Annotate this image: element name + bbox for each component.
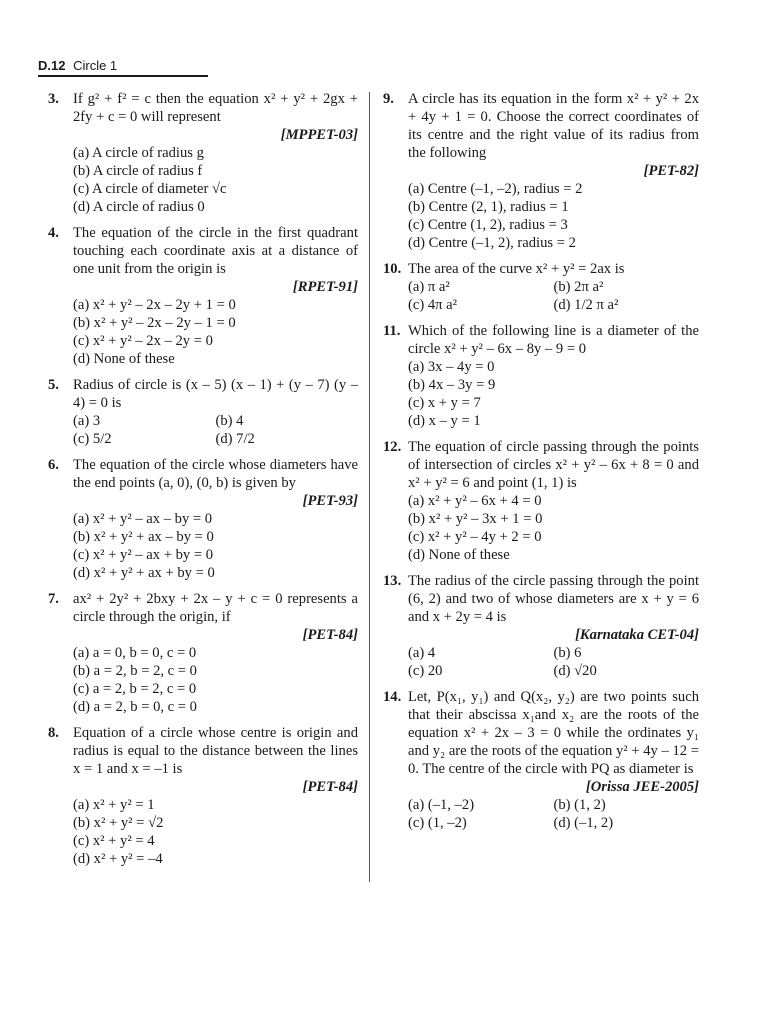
option-c: (c) 20 bbox=[408, 663, 443, 679]
question-source: [PET-82] bbox=[643, 163, 699, 179]
question-number: 10. bbox=[383, 261, 402, 277]
option-a: (a) a = 0, b = 0, c = 0 bbox=[73, 645, 197, 661]
page-number: D.12 bbox=[38, 58, 66, 73]
option-a: (a) x² + y² – 2x – 2y + 1 = 0 bbox=[73, 297, 236, 313]
column-divider bbox=[369, 92, 370, 882]
question-stem: The equation of the circle in the first quadrant touching each coordinate axis at a distance of one unit from the origin is bbox=[73, 225, 358, 277]
question-number: 6. bbox=[48, 457, 59, 473]
question-number: 3. bbox=[48, 91, 59, 107]
question-number: 8. bbox=[48, 725, 59, 741]
question-number: 5. bbox=[48, 377, 59, 393]
option-b: (b) x² + y² = √2 bbox=[73, 815, 164, 831]
option-a: (a) π a² bbox=[408, 279, 450, 295]
question-number: 4. bbox=[48, 225, 59, 241]
chapter-title: Circle 1 bbox=[73, 58, 118, 73]
question-stem: ax² + 2y² + 2bxy + 2x – y + c = 0 represents a circle through the origin, if bbox=[73, 591, 358, 625]
question-stem: The radius of the circle passing through the point (6, 2) and two of whose diameters are x + y = 6 and x + 2y = 4 is bbox=[408, 573, 699, 625]
question-number: 13. bbox=[383, 573, 402, 589]
question-source: [PET-84] bbox=[302, 627, 358, 643]
option-a: (a) Centre (–1, –2), radius = 2 bbox=[408, 181, 583, 197]
option-d: (d) x – y = 1 bbox=[408, 413, 481, 429]
question-stem: Radius of circle is (x – 5) (x – 1) + (y – 7) (y – 4) = 0 is bbox=[73, 377, 358, 411]
right-column bbox=[383, 90, 699, 840]
options-grid bbox=[408, 644, 699, 680]
options-grid bbox=[408, 278, 699, 314]
option-d: (d) (–1, 2) bbox=[553, 815, 614, 831]
question-11 bbox=[383, 322, 699, 430]
question-number: 11. bbox=[383, 323, 401, 339]
question-4 bbox=[48, 224, 358, 368]
question-number: 7. bbox=[48, 591, 59, 607]
option-a: (a) (–1, –2) bbox=[408, 797, 475, 813]
left-column bbox=[48, 90, 358, 876]
question-number: 14. bbox=[383, 689, 402, 705]
question-source: [PET-93] bbox=[302, 493, 358, 509]
option-b: (b) a = 2, b = 2, c = 0 bbox=[73, 663, 197, 679]
question-5 bbox=[48, 376, 358, 448]
option-b: (b) 4 bbox=[215, 413, 244, 429]
option-d: (d) x² + y² + ax + by = 0 bbox=[73, 565, 215, 581]
option-d: (d) x² + y² = –4 bbox=[73, 851, 163, 867]
option-d: (d) Centre (–1, 2), radius = 2 bbox=[408, 235, 576, 251]
option-d: (d) A circle of radius 0 bbox=[73, 199, 205, 215]
question-14 bbox=[383, 688, 699, 832]
option-c: (c) x² + y² – ax + by = 0 bbox=[73, 547, 214, 563]
question-10 bbox=[383, 260, 699, 314]
question-source: [MPPET-03] bbox=[280, 127, 358, 143]
option-d: (d) None of these bbox=[408, 547, 510, 563]
option-c: (c) x² + y² – 4y + 2 = 0 bbox=[408, 529, 542, 545]
option-b: (b) x² + y² – 2x – 2y – 1 = 0 bbox=[73, 315, 236, 331]
question-stem: Which of the following line is a diameter of the circle x² + y² – 6x – 8y – 9 = 0 bbox=[408, 323, 699, 357]
option-c: (c) 5/2 bbox=[73, 431, 112, 447]
question-12 bbox=[383, 438, 699, 564]
option-c: (c) x + y = 7 bbox=[408, 395, 481, 411]
question-stem: Let, P(x₁, y₁) and Q(x₂, y₂) are two points such that their abscissa x₁and x₂ are the roots of the equation x² + 2x – 3 = 0 while the ordinates y₁ and y₂ are the roots of the equation y² + 4y – 12 = 0. The centre of the circle with PQ as diameter is bbox=[408, 689, 699, 777]
option-c: (c) Centre (1, 2), radius = 3 bbox=[408, 217, 568, 233]
question-stem: The equation of the circle whose diameters have the end points (a, 0), (0, b) is given by bbox=[73, 457, 358, 491]
option-a: (a) A circle of radius g bbox=[73, 145, 204, 161]
question-9 bbox=[383, 90, 699, 252]
question-7 bbox=[48, 590, 358, 716]
option-d: (d) 7/2 bbox=[215, 431, 255, 447]
option-d: (d) None of these bbox=[73, 351, 175, 367]
question-source: [RPET-91] bbox=[292, 279, 358, 295]
option-d: (d) √20 bbox=[553, 663, 597, 679]
option-c: (c) 4π a² bbox=[408, 297, 458, 313]
question-13 bbox=[383, 572, 699, 680]
options-grid bbox=[73, 412, 358, 448]
question-number: 12. bbox=[383, 439, 402, 455]
option-d: (d) 1/2 π a² bbox=[553, 297, 619, 313]
option-a: (a) 3 bbox=[73, 413, 101, 429]
option-b: (b) A circle of radius f bbox=[73, 163, 203, 179]
option-a: (a) 3x – 4y = 0 bbox=[408, 359, 495, 375]
option-c: (c) x² + y² – 2x – 2y = 0 bbox=[73, 333, 213, 349]
option-c: (c) a = 2, b = 2, c = 0 bbox=[73, 681, 197, 697]
question-8 bbox=[48, 724, 358, 868]
option-b: (b) 4x – 3y = 9 bbox=[408, 377, 496, 393]
option-a: (a) x² + y² = 1 bbox=[73, 797, 155, 813]
option-d: (d) a = 2, b = 0, c = 0 bbox=[73, 699, 197, 715]
option-b: (b) 6 bbox=[553, 645, 582, 661]
option-c: (c) (1, –2) bbox=[408, 815, 467, 831]
option-c: (c) x² + y² = 4 bbox=[73, 833, 155, 849]
option-b: (b) (1, 2) bbox=[553, 797, 606, 813]
options-grid bbox=[408, 796, 699, 832]
option-c: (c) A circle of diameter √c bbox=[73, 181, 227, 197]
option-b: (b) 2π a² bbox=[553, 279, 604, 295]
question-stem: If g² + f² = c then the equation x² + y² + 2gx + 2fy + c = 0 will represent bbox=[73, 91, 358, 125]
header-rule bbox=[38, 75, 208, 77]
question-3 bbox=[48, 90, 358, 216]
question-source: [PET-84] bbox=[302, 779, 358, 795]
question-stem: Equation of a circle whose centre is origin and radius is equal to the distance between the lines x = 1 and x = –1 is bbox=[73, 725, 358, 777]
option-a: (a) x² + y² – 6x + 4 = 0 bbox=[408, 493, 542, 509]
running-header bbox=[38, 57, 117, 75]
question-source: [Orissa JEE-2005] bbox=[585, 779, 699, 795]
question-6 bbox=[48, 456, 358, 582]
option-b: (b) x² + y² + ax – by = 0 bbox=[73, 529, 214, 545]
option-a: (a) 4 bbox=[408, 645, 436, 661]
option-b: (b) Centre (2, 1), radius = 1 bbox=[408, 199, 569, 215]
option-a: (a) x² + y² – ax – by = 0 bbox=[73, 511, 213, 527]
question-source: [Karnataka CET-04] bbox=[575, 627, 699, 643]
question-stem: A circle has its equation in the form x² + y² + 2x + 4y + 1 = 0. Choose the correct coordinates of its centre and the right value of its radius from the following bbox=[408, 91, 699, 161]
question-number: 9. bbox=[383, 91, 394, 107]
option-b: (b) x² + y² – 3x + 1 = 0 bbox=[408, 511, 543, 527]
question-stem: The equation of circle passing through the points of intersection of circles x² + y² – 6x + 8 = 0 and x² + y² = 6 and point (1, 1) is bbox=[408, 439, 699, 491]
question-stem: The area of the curve x² + y² = 2ax is bbox=[408, 261, 625, 277]
